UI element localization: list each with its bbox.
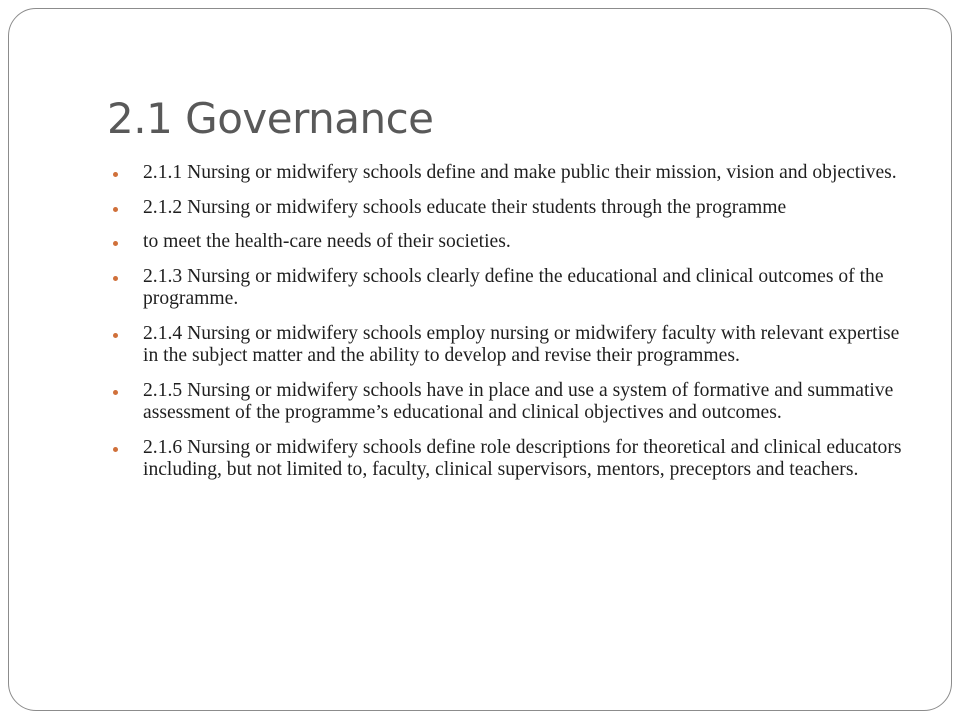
- list-item: [107, 380, 917, 425]
- list-item: [107, 323, 917, 368]
- bullet-text: to meet the health-care needs of their societies.: [143, 231, 511, 252]
- bullet-list: [107, 162, 917, 494]
- bullet-dot-icon: [113, 390, 118, 395]
- bullet-text: 2.1.5 Nursing or midwifery schools have in place and use a system of formative and summative assessment of the programme’s educational and clinical objectives and outcomes.: [143, 379, 894, 423]
- bullet-text: 2.1.6 Nursing or midwifery schools define role descriptions for theoretical and clinical educators including, but not limited to, faculty, clinical supervisors, mentors, preceptors and teachers.: [143, 436, 902, 480]
- bullet-text: 2.1.4 Nursing or midwifery schools employ nursing or midwifery faculty with relevant expertise in the subject matter and the ability to develop and revise their programmes.: [143, 322, 900, 366]
- list-item: [107, 162, 917, 185]
- bullet-dot-icon: [113, 241, 118, 246]
- list-item: [107, 197, 917, 220]
- list-item: [107, 266, 917, 311]
- slide-title: 2.1 Governance: [107, 94, 434, 143]
- bullet-text: 2.1.1 Nursing or midwifery schools define and make public their mission, vision and objectives.: [143, 162, 897, 183]
- list-item: [107, 437, 917, 482]
- slide-frame: [8, 8, 952, 711]
- bullet-dot-icon: [113, 447, 118, 452]
- bullet-dot-icon: [113, 207, 118, 212]
- bullet-text: 2.1.2 Nursing or midwifery schools educate their students through the programme: [143, 196, 787, 218]
- bullet-text: 2.1.3 Nursing or midwifery schools clearly define the educational and clinical outcomes of the programme.: [143, 265, 884, 309]
- bullet-dot-icon: [113, 333, 118, 338]
- bullet-dot-icon: [113, 276, 118, 281]
- list-item: [107, 231, 917, 254]
- bullet-dot-icon: [113, 172, 118, 177]
